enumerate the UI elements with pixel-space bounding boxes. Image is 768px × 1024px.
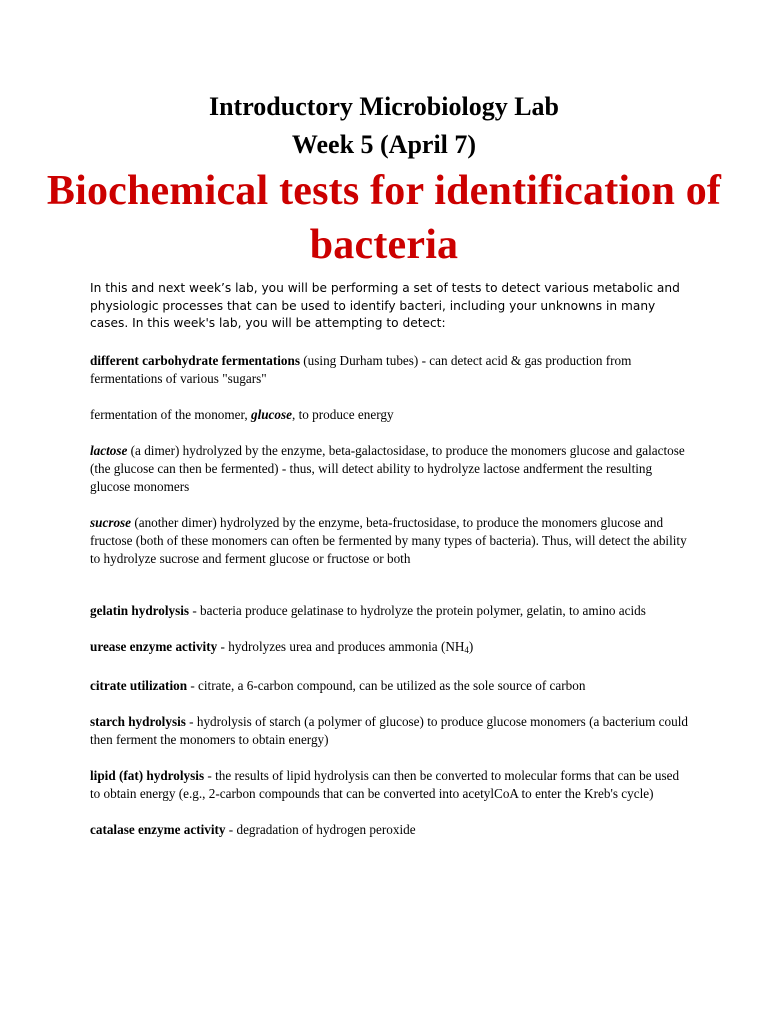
item-lipid-hydrolysis (90, 767, 690, 803)
item-text: , to produce energy (292, 406, 394, 422)
item-text: - the results of lipid hydrolysis can then be converted to molecular forms that can be used to obtain energy (e.g., 2-carbon compounds that can be converted into acetylCoA to enter the Kreb's cycle) (90, 767, 680, 801)
item-text: - degradation of hydrogen peroxide (225, 821, 416, 837)
item-sucrose (90, 514, 690, 568)
item-text: ) (468, 638, 474, 654)
item-text: fermentation of the monomer, (90, 406, 251, 422)
item-term: sucrose (90, 514, 132, 530)
item-text: (a dimer) hydrolyzed by the enzyme, beta-galactosidase, to produce the monomers glucose and galactose (the glucose can then be fermented) - thus, will detect ability to hydrolyze lactose andferment the resulting glucose monomers (90, 442, 685, 494)
main-title: Biochemical tests for identification of bacteria (46, 168, 722, 268)
item-text: - hydrolysis of starch (a polymer of glucose) to produce glucose monomers (a bacterium could then ferment the monomers to obtain energy) (90, 713, 688, 747)
item-label: lipid (fat) hydrolysis (90, 767, 205, 783)
item-text: (using Durham tubes) - can detect acid & gas production from fermentations of various "sugars" (90, 352, 632, 386)
item-label: different carbohydrate fermentations (90, 352, 300, 368)
item-label: citrate utilization (90, 677, 188, 693)
item-term: lactose (90, 442, 128, 458)
document-body (90, 280, 690, 857)
item-label: starch hydrolysis (90, 713, 186, 729)
course-title: Introductory Microbiology Lab (208, 92, 560, 121)
item-text: (another dimer) hydrolyzed by the enzyme, beta-fructosidase, to produce the monomers glucose and fructose (both of these monomers can often be fermented by many types of bacteria). Thus, will detect the ability to hydrolyze sucrose and ferment glucose or fructose or both (90, 514, 687, 566)
intro-paragraph: In this and next week’s lab, you will be performing a set of tests to detect various metabolic and physiologic processes that can be used to identify bacteri, including your unknowns in many cases. In this week's lab, you will be attempting to detect: (90, 281, 680, 330)
item-catalase-activity (90, 821, 690, 839)
subscript: 4 (464, 644, 469, 655)
item-lactose (90, 442, 690, 496)
item-citrate-utilization (90, 677, 690, 695)
item-label: urease enzyme activity (90, 638, 218, 654)
item-starch-hydrolysis (90, 713, 690, 749)
item-glucose-fermentation (90, 406, 690, 424)
item-gelatin-hydrolysis (90, 602, 690, 620)
item-text: - bacteria produce gelatinase to hydrolyze the protein polymer, gelatin, to amino acids (189, 602, 646, 618)
item-text: - hydrolyzes urea and produces ammonia (NH (217, 638, 465, 654)
item-term: glucose (250, 406, 292, 422)
item-carbohydrate-fermentations (90, 352, 690, 388)
item-label: catalase enzyme activity (90, 821, 226, 837)
item-label: gelatin hydrolysis (90, 602, 190, 618)
week-title: Week 5 (April 7) (291, 130, 477, 159)
item-text: - citrate, a 6-carbon compound, can be utilized as the sole source of carbon (187, 677, 586, 693)
item-urease-activity (90, 638, 690, 659)
